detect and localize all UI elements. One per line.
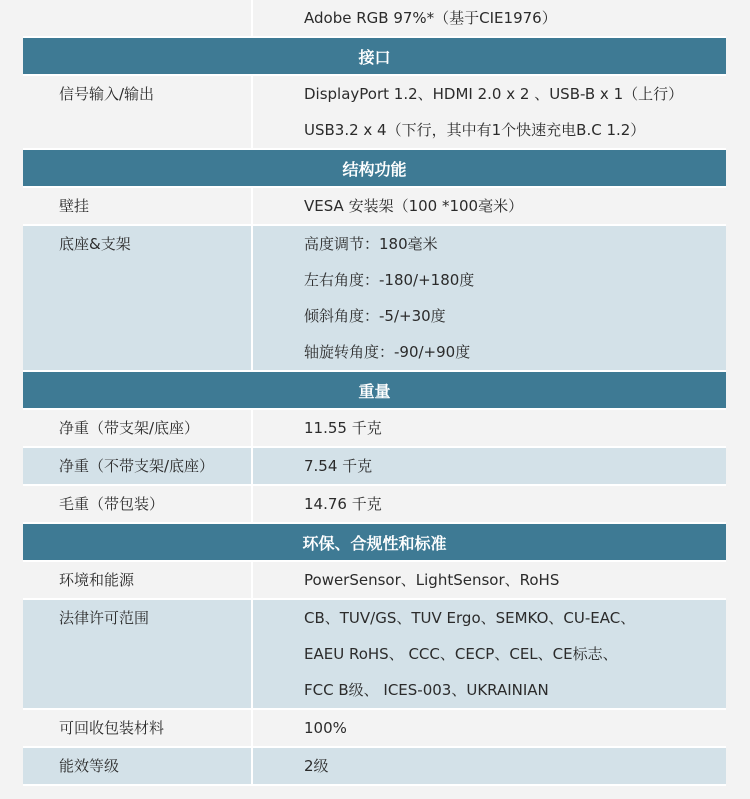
spec-label — [23, 0, 253, 36]
spec-value — [253, 0, 726, 36]
spec-row — [23, 600, 726, 708]
spec-label: 净重（不带支架/底座） — [23, 448, 253, 484]
spec-row — [23, 410, 726, 446]
section-title: 环保、合规性和标准 — [302, 533, 447, 553]
spec-row — [23, 226, 726, 370]
spec-value-line: EAEU RoHS、 CCC、CECP、CEL、CE标志、 — [304, 645, 618, 663]
spec-row — [23, 448, 726, 484]
spec-row — [23, 562, 726, 598]
row-divider — [23, 784, 726, 786]
spec-value-line: PowerSensor、LightSensor、RoHS — [304, 571, 560, 589]
spec-value-line: 2级 — [304, 757, 329, 775]
spec-label: 环境和能源 — [23, 562, 253, 598]
spec-value — [253, 226, 726, 370]
spec-value-line: 7.54 千克 — [304, 457, 373, 475]
spec-row — [23, 0, 726, 36]
spec-label: 能效等级 — [23, 748, 253, 784]
spec-value-line: CB、TUV/GS、TUV Ergo、SEMKO、CU-EAC、 — [304, 609, 636, 627]
spec-row — [23, 188, 726, 224]
spec-value-line: Adobe RGB 97%*（基于CIE1976） — [304, 9, 557, 27]
spec-label: 毛重（带包装） — [23, 486, 253, 522]
spec-label: 信号输入/输出 — [23, 76, 253, 148]
section-title: 接口 — [358, 47, 391, 67]
spec-row — [23, 710, 726, 746]
spec-label: 壁挂 — [23, 188, 253, 224]
section-header — [23, 150, 726, 186]
spec-value — [253, 710, 726, 746]
spec-row — [23, 486, 726, 522]
section-header — [23, 372, 726, 408]
section-header — [23, 524, 726, 560]
spec-value-line: 11.55 千克 — [304, 419, 382, 437]
spec-row — [23, 748, 726, 784]
spec-table — [23, 0, 726, 786]
spec-value — [253, 562, 726, 598]
spec-value — [253, 600, 726, 708]
spec-row — [23, 76, 726, 148]
spec-label: 可回收包装材料 — [23, 710, 253, 746]
spec-value-line: 高度调节：180毫米 — [304, 235, 438, 253]
section-title: 结构功能 — [342, 159, 407, 179]
spec-value-line: 左右角度：-180/+180度 — [304, 271, 475, 289]
spec-value — [253, 748, 726, 784]
spec-value-line: DisplayPort 1.2、HDMI 2.0 x 2 、USB-B x 1（上行） — [304, 85, 684, 103]
spec-value-line: 倾斜角度：-5/+30度 — [304, 307, 446, 325]
spec-value-line: 100% — [304, 719, 347, 737]
section-header — [23, 38, 726, 74]
spec-label: 底座&支架 — [23, 226, 253, 370]
spec-label: 净重（带支架/底座） — [23, 410, 253, 446]
spec-value-line: FCC B级、 ICES-003、UKRAINIAN — [304, 681, 549, 699]
spec-value — [253, 448, 726, 484]
spec-value — [253, 410, 726, 446]
spec-value — [253, 188, 726, 224]
section-title: 重量 — [358, 381, 391, 401]
spec-label: 法律许可范围 — [23, 600, 253, 708]
spec-value-line: 14.76 千克 — [304, 495, 382, 513]
spec-value-line: 轴旋转角度：-90/+90度 — [304, 343, 471, 361]
spec-value — [253, 76, 726, 148]
spec-value-line: VESA 安装架（100 *100毫米） — [304, 197, 524, 215]
spec-value-line: USB3.2 x 4（下行，其中有1个快速充电B.C 1.2） — [304, 121, 646, 139]
spec-value — [253, 486, 726, 522]
